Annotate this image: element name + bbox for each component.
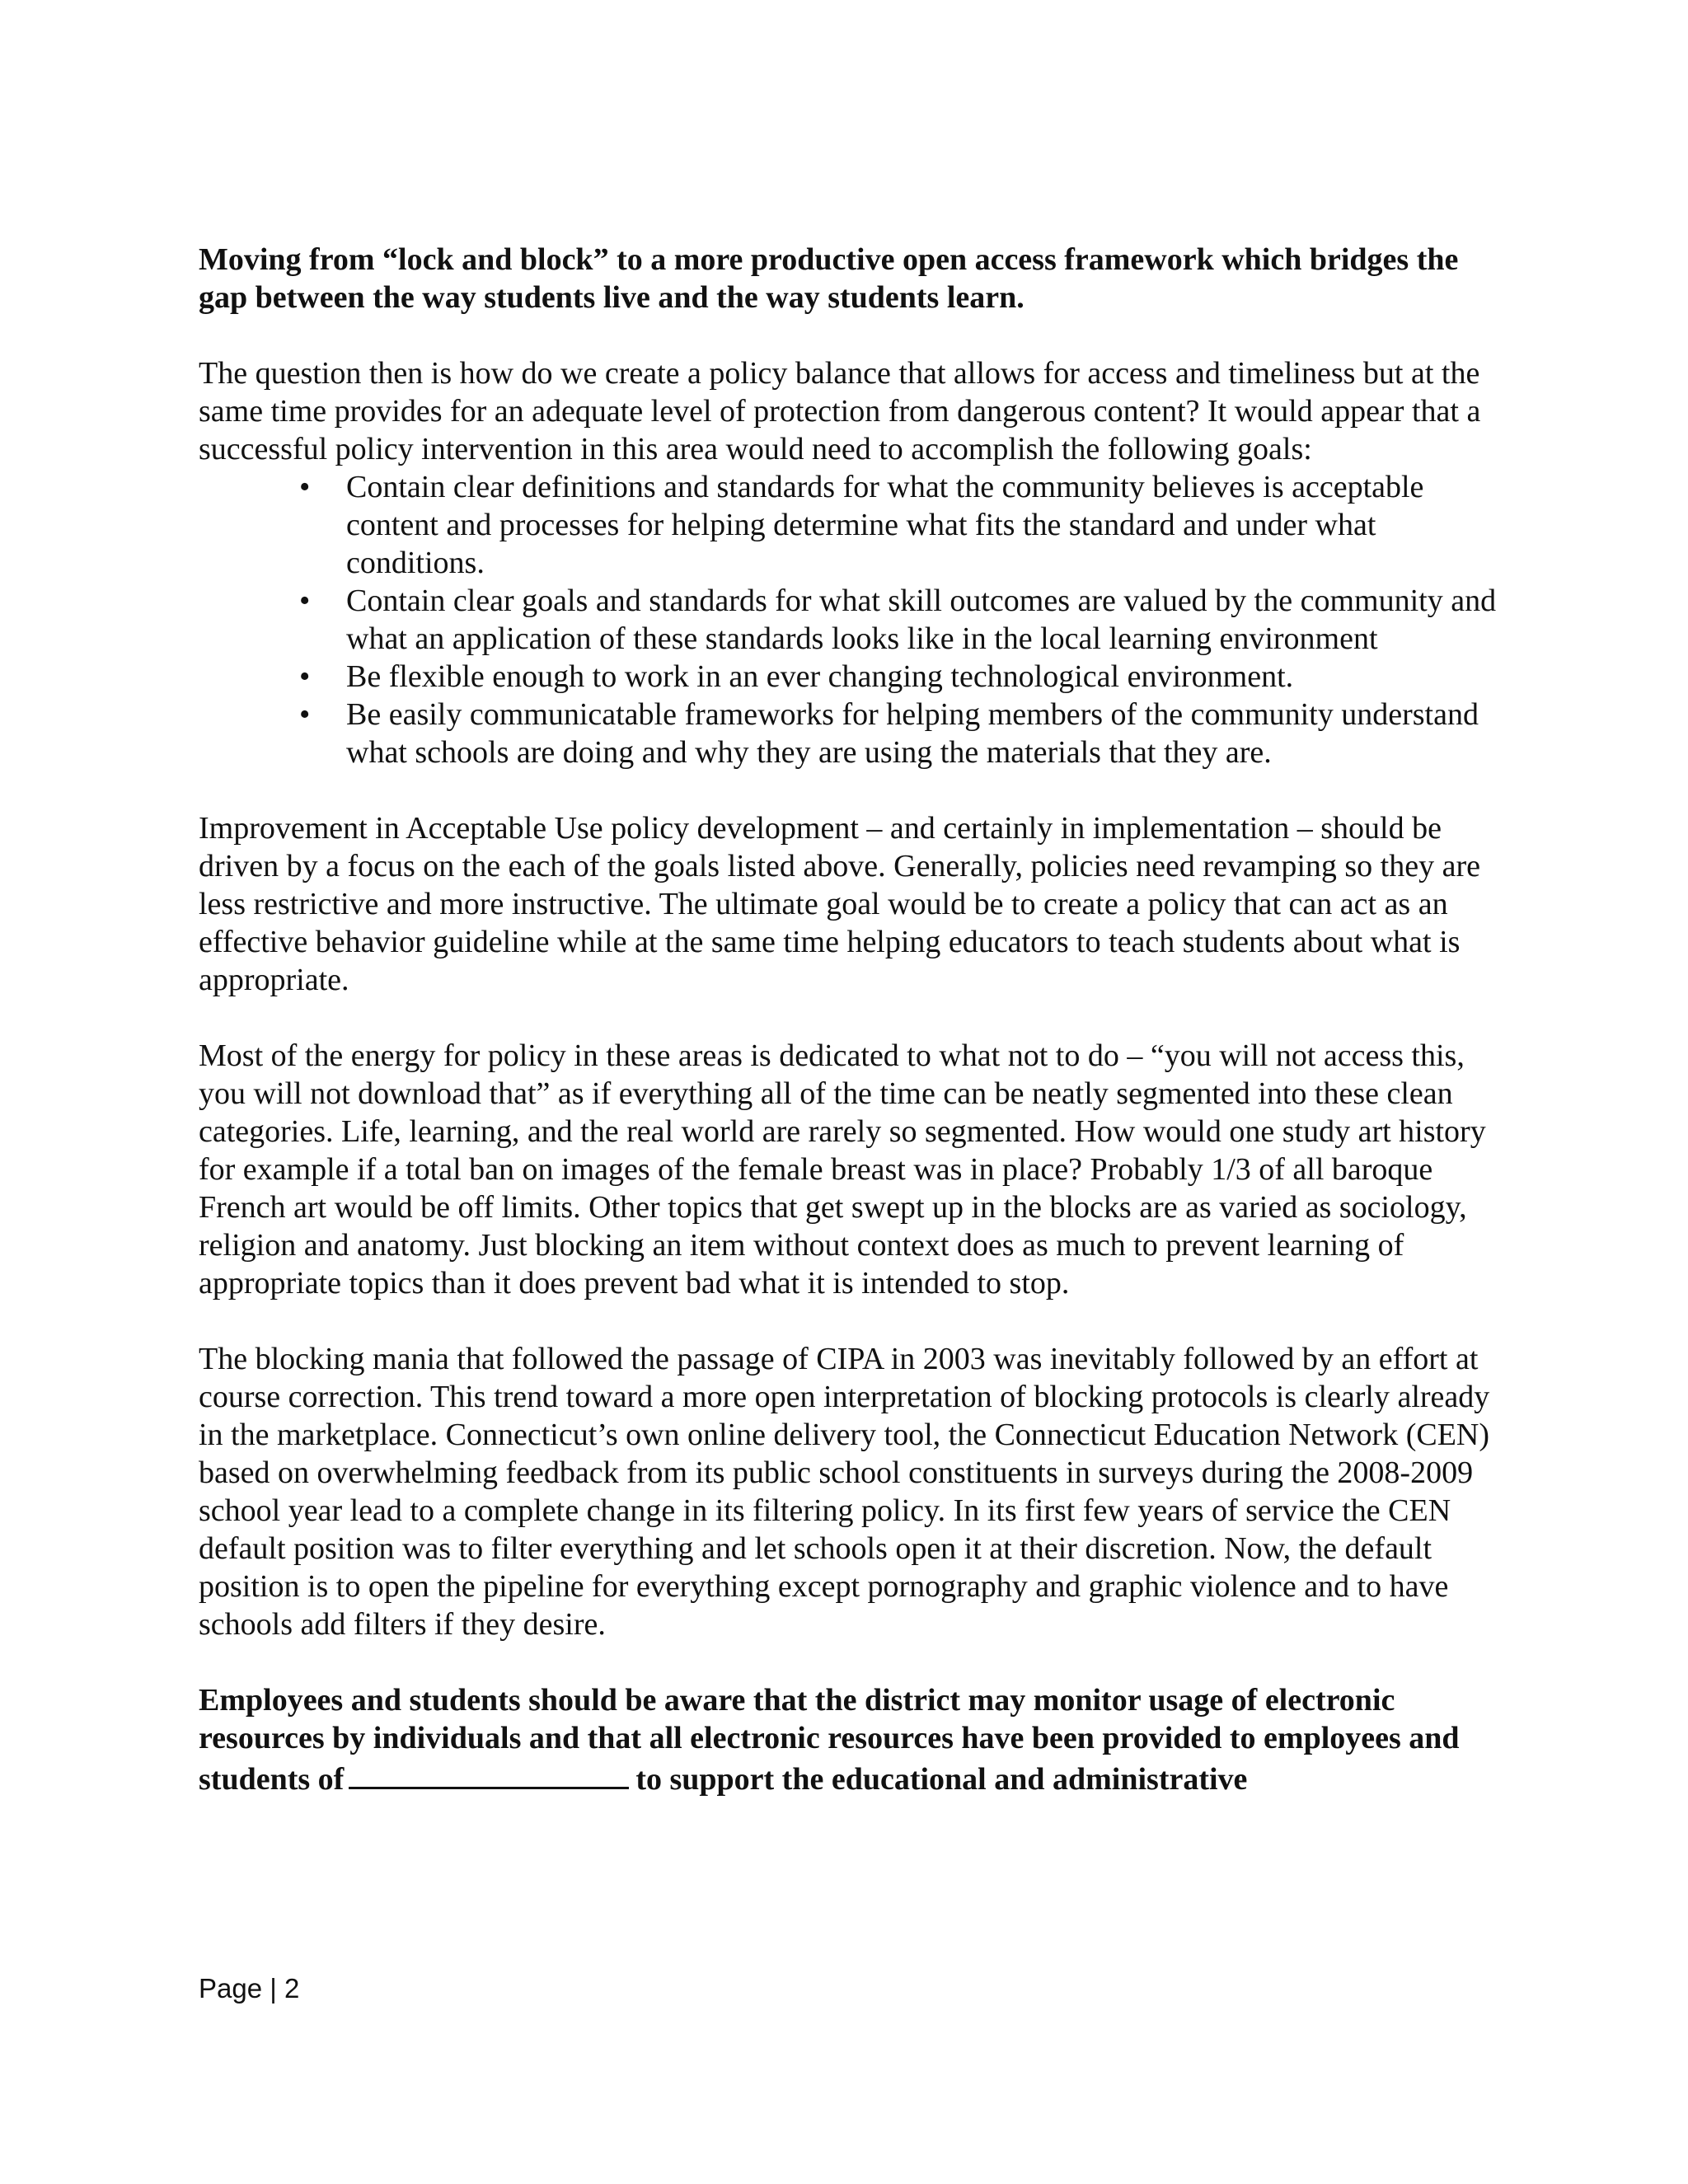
list-item-text: Contain clear definitions and standards for what the community believes is acceptable content and processes for helping determine what fits the standard and under what conditions. (346, 470, 1424, 580)
list-item-text: Contain clear goals and standards for what skill outcomes are valued by the community and what an application of these standards looks like in the local learning environment (346, 583, 1497, 656)
list-item (199, 696, 1501, 771)
section-heading: Moving from “lock and block” to a more productive open access framework which bridges the gap between the way students live and the way students learn. (199, 242, 1459, 315)
list-item-text: Be easily communicatable frameworks for helping members of the community understand what schools are doing and why they are using the materials that they are. (346, 697, 1479, 770)
document-body (199, 241, 1501, 1836)
bullet-icon: • (299, 470, 311, 504)
bullet-icon: • (299, 659, 311, 694)
list-item-text: Be flexible enough to work in an ever changing technological environment. (346, 659, 1294, 694)
bullet-icon: • (299, 583, 311, 618)
page-number-footer: Page | 2 (199, 1973, 300, 2004)
closing-statement (199, 1681, 1501, 1798)
intro-paragraph: The question then is how do we create a policy balance that allows for access and timeliness but at the same time provides for an adequate level of protection from dangerous content? It would appear that a successful policy intervention in this area would need to accomplish the following goals: (199, 356, 1481, 466)
closing-statement-part2: to support the educational and administrative (635, 1762, 1248, 1797)
list-item (199, 582, 1501, 658)
list-item (199, 658, 1501, 696)
paragraph-policy-energy: Most of the energy for policy in these areas is dedicated to what not to do – “you will not access this, you will not download that” as if everything all of the time can be neatly segmented into these clean categories. Life, learning, and the real world are rarely so segmented. How would one study art history for example if a total ban on images of the female breast was in place? Probably 1/3 of all baroque French art would be off limits. Other topics that get swept up in the blocks are as varied as sociology, religion and anatomy. Just blocking an item without context does as much to prevent learning of appropriate topics than it does prevent bad what it is intended to stop. (199, 1038, 1486, 1301)
blank-fill-line (349, 1757, 629, 1789)
closing-statement-part1: Employees and students should be aware that the district may monitor usage of electronic resources by individuals and that all electronic resources have been provided to employees and students of (199, 1683, 1460, 1797)
paragraph-blocking-mania: The blocking mania that followed the passage of CIPA in 2003 was inevitably followed by an effort at course correction. This trend toward a more open interpretation of blocking protocols is clearly already in the marketplace. Connecticut’s own online delivery tool, the Connecticut Education Network (CEN) based on overwhelming feedback from its public school constituents in surveys during the 2008-2009 school year lead to a complete change in its filtering policy. In its first few years of service the CEN default position was to filter everything and let schools open it at their discretion. Now, the default position is to open the pipeline for everything except pornography and graphic violence and to have schools add filters if they desire. (199, 1342, 1490, 1642)
list-item (199, 468, 1501, 582)
goals-list (199, 468, 1501, 771)
paragraph-policy-improvement: Improvement in Acceptable Use policy development – and certainly in implementation – should be driven by a focus on the each of the goals listed above. Generally, policies need revamping so they are less restrictive and more instructive. The ultimate goal would be to create a policy that can act as an effective behavior guideline while at the same time helping educators to teach students about what is appropriate. (199, 811, 1480, 997)
bullet-icon: • (299, 697, 311, 732)
